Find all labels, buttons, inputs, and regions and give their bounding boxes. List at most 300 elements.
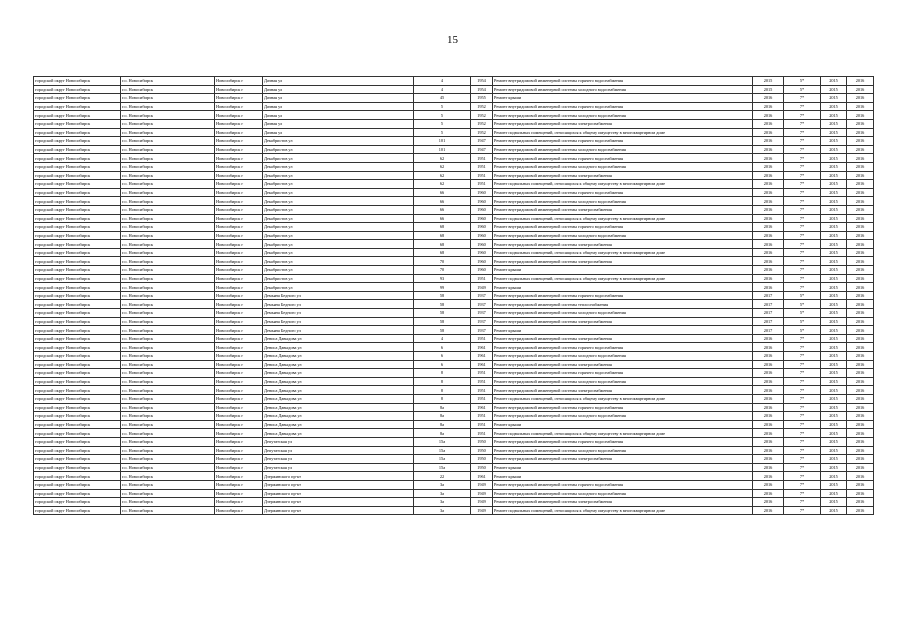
table-row [34, 154, 874, 163]
district-cell: городской округ Новосибирск [34, 137, 121, 146]
table-row [34, 291, 874, 300]
year-cell: 1961 [471, 343, 493, 352]
district-cell: городской округ Новосибирск [34, 352, 121, 361]
table-row [34, 343, 874, 352]
district-cell: городской округ Новосибирск [34, 248, 121, 257]
house-cell: 8а [414, 429, 471, 438]
plan-code-cell: 7* [784, 343, 821, 352]
district-cell: городской округ Новосибирск [34, 498, 121, 507]
plan-code-cell: 7* [784, 145, 821, 154]
plan-code-cell: 5* [784, 85, 821, 94]
street-cell: Декабристов ул [263, 214, 414, 223]
period-end-cell: 2016 [847, 231, 874, 240]
table-row [34, 369, 874, 378]
plan-year-cell: 2017 [753, 300, 784, 309]
municipality-cell: г.о. Новосибирск [121, 197, 215, 206]
city-cell: Новосибирск г [215, 300, 263, 309]
work-type-cell: Ремонт внутридомовой инженерной системы горячего водоснабжения [493, 343, 753, 352]
street-cell: Депутатская ул [263, 437, 414, 446]
district-cell: городской округ Новосибирск [34, 188, 121, 197]
plan-year-cell: 2017 [753, 326, 784, 335]
work-type-cell: Ремонт внутридомовой инженерной системы электроснабжения [493, 498, 753, 507]
street-cell: Декабристов ул [263, 231, 414, 240]
period-start-cell: 2015 [821, 283, 847, 292]
table-row [34, 394, 874, 403]
street-cell: Декабристов ул [263, 240, 414, 249]
plan-year-cell: 2016 [753, 377, 784, 386]
plan-code-cell: 7* [784, 498, 821, 507]
table-row [34, 498, 874, 507]
plan-year-cell: 2016 [753, 128, 784, 137]
plan-year-cell: 2016 [753, 429, 784, 438]
work-type-cell: Ремонт внутридомовой инженерной системы холодного водоснабжения [493, 352, 753, 361]
plan-year-cell: 2016 [753, 506, 784, 515]
work-type-cell: Ремонт крыши [493, 463, 753, 472]
district-cell: городской округ Новосибирск [34, 119, 121, 128]
municipality-cell: г.о. Новосибирск [121, 309, 215, 318]
period-start-cell: 2015 [821, 463, 847, 472]
plan-code-cell: 7* [784, 394, 821, 403]
house-cell: 5 [414, 102, 471, 111]
work-type-cell: Ремонт внутридомовой инженерной системы электроснабжения [493, 317, 753, 326]
district-cell: городской округ Новосибирск [34, 343, 121, 352]
municipality-cell: г.о. Новосибирск [121, 85, 215, 94]
year-cell: 1961 [471, 360, 493, 369]
district-cell: городской округ Новосибирск [34, 85, 121, 94]
plan-code-cell: 7* [784, 197, 821, 206]
street-cell: Дениса Давыдова ул [263, 394, 414, 403]
municipality-cell: г.о. Новосибирск [121, 377, 215, 386]
municipality-cell: г.о. Новосибирск [121, 360, 215, 369]
period-end-cell: 2016 [847, 145, 874, 154]
plan-code-cell: 7* [784, 489, 821, 498]
street-cell: Дачная ул [263, 85, 414, 94]
house-cell: 62 [414, 154, 471, 163]
year-cell: 1960 [471, 205, 493, 214]
plan-year-cell: 2016 [753, 343, 784, 352]
period-end-cell: 2016 [847, 455, 874, 464]
work-type-cell: Ремонт внутридомовой инженерной системы холодного водоснабжения [493, 197, 753, 206]
street-cell: Дачная ул [263, 128, 414, 137]
house-cell: 15а [414, 463, 471, 472]
period-start-cell: 2015 [821, 223, 847, 232]
year-cell: 1949 [471, 498, 493, 507]
district-cell: городской округ Новосибирск [34, 403, 121, 412]
plan-year-cell: 2016 [753, 223, 784, 232]
period-start-cell: 2015 [821, 205, 847, 214]
year-cell: 1937 [471, 300, 493, 309]
year-cell: 1951 [471, 274, 493, 283]
city-cell: Новосибирск г [215, 248, 263, 257]
year-cell: 1961 [471, 403, 493, 412]
period-start-cell: 2015 [821, 291, 847, 300]
city-cell: Новосибирск г [215, 309, 263, 318]
plan-year-cell: 2016 [753, 274, 784, 283]
table-row [34, 403, 874, 412]
plan-code-cell: 5* [784, 77, 821, 86]
period-start-cell: 2015 [821, 352, 847, 361]
street-cell: Декабристов ул [263, 257, 414, 266]
municipality-cell: г.о. Новосибирск [121, 145, 215, 154]
work-type-cell: Ремонт крыши [493, 472, 753, 481]
table-row [34, 111, 874, 120]
plan-year-cell: 2016 [753, 334, 784, 343]
plan-year-cell: 2016 [753, 412, 784, 421]
period-start-cell: 2015 [821, 248, 847, 257]
district-cell: городской округ Новосибирск [34, 437, 121, 446]
plan-year-cell: 2016 [753, 489, 784, 498]
city-cell: Новосибирск г [215, 180, 263, 189]
plan-code-cell: 7* [784, 257, 821, 266]
street-cell: Дениса Давыдова ул [263, 334, 414, 343]
work-type-cell: Ремонт внутридомовой инженерной системы электроснабжения [493, 257, 753, 266]
district-cell: городской округ Новосибирск [34, 300, 121, 309]
work-type-cell: Ремонт внутридомовой инженерной системы холодного водоснабжения [493, 145, 753, 154]
house-cell: 6 [414, 360, 471, 369]
plan-code-cell: 7* [784, 154, 821, 163]
period-start-cell: 2015 [821, 145, 847, 154]
table-row [34, 188, 874, 197]
city-cell: Новосибирск г [215, 274, 263, 283]
year-cell: 1951 [471, 429, 493, 438]
year-cell: 1947 [471, 145, 493, 154]
period-end-cell: 2016 [847, 291, 874, 300]
street-cell: Дениса Давыдова ул [263, 429, 414, 438]
street-cell: Дзержинского пр-кт [263, 506, 414, 515]
house-cell: 8 [414, 369, 471, 378]
municipality-cell: г.о. Новосибирск [121, 137, 215, 146]
district-cell: городской округ Новосибирск [34, 111, 121, 120]
house-cell: 58 [414, 326, 471, 335]
period-end-cell: 2016 [847, 480, 874, 489]
city-cell: Новосибирск г [215, 506, 263, 515]
street-cell: Демьяна Бедного ул [263, 326, 414, 335]
municipality-cell: г.о. Новосибирск [121, 386, 215, 395]
year-cell: 1951 [471, 154, 493, 163]
period-start-cell: 2015 [821, 455, 847, 464]
page-number: 15 [447, 34, 458, 46]
municipality-cell: г.о. Новосибирск [121, 403, 215, 412]
plan-code-cell: 7* [784, 214, 821, 223]
year-cell: 1960 [471, 248, 493, 257]
table-row [34, 480, 874, 489]
year-cell: 1947 [471, 137, 493, 146]
year-cell: 1950 [471, 455, 493, 464]
district-cell: городской округ Новосибирск [34, 162, 121, 171]
period-start-cell: 2015 [821, 386, 847, 395]
period-start-cell: 2015 [821, 274, 847, 283]
plan-year-cell: 2016 [753, 480, 784, 489]
city-cell: Новосибирск г [215, 472, 263, 481]
period-start-cell: 2015 [821, 128, 847, 137]
street-cell: Дачная ул [263, 111, 414, 120]
municipality-cell: г.о. Новосибирск [121, 437, 215, 446]
street-cell: Дениса Давыдова ул [263, 420, 414, 429]
period-start-cell: 2015 [821, 257, 847, 266]
period-end-cell: 2016 [847, 429, 874, 438]
period-start-cell: 2015 [821, 162, 847, 171]
municipality-cell: г.о. Новосибирск [121, 472, 215, 481]
plan-year-cell: 2016 [753, 197, 784, 206]
plan-year-cell: 2016 [753, 463, 784, 472]
city-cell: Новосибирск г [215, 171, 263, 180]
street-cell: Демьяна Бедного ул [263, 291, 414, 300]
work-type-cell: Ремонт внутридомовой инженерной системы электроснабжения [493, 119, 753, 128]
house-cell: 70 [414, 266, 471, 275]
plan-code-cell: 7* [784, 412, 821, 421]
district-cell: городской округ Новосибирск [34, 77, 121, 86]
city-cell: Новосибирск г [215, 326, 263, 335]
plan-year-cell: 2015 [753, 77, 784, 86]
district-cell: городской округ Новосибирск [34, 420, 121, 429]
street-cell: Депутатская ул [263, 446, 414, 455]
plan-year-cell: 2016 [753, 188, 784, 197]
plan-code-cell: 7* [784, 162, 821, 171]
plan-code-cell: 7* [784, 377, 821, 386]
plan-year-cell: 2016 [753, 111, 784, 120]
table-row [34, 223, 874, 232]
period-start-cell: 2015 [821, 214, 847, 223]
period-end-cell: 2016 [847, 369, 874, 378]
table-row [34, 77, 874, 86]
work-type-cell: Ремонт внутридомовой инженерной системы холодного водоснабжения [493, 162, 753, 171]
house-cell: 58 [414, 317, 471, 326]
house-cell: 3а [414, 506, 471, 515]
municipality-cell: г.о. Новосибирск [121, 429, 215, 438]
table-row [34, 231, 874, 240]
city-cell: Новосибирск г [215, 283, 263, 292]
municipality-cell: г.о. Новосибирск [121, 489, 215, 498]
city-cell: Новосибирск г [215, 412, 263, 421]
city-cell: Новосибирск г [215, 137, 263, 146]
period-start-cell: 2015 [821, 420, 847, 429]
municipality-cell: г.о. Новосибирск [121, 102, 215, 111]
city-cell: Новосибирск г [215, 214, 263, 223]
house-cell: 4 [414, 334, 471, 343]
city-cell: Новосибирск г [215, 489, 263, 498]
table-row [34, 248, 874, 257]
table-row [34, 214, 874, 223]
municipality-cell: г.о. Новосибирск [121, 231, 215, 240]
municipality-cell: г.о. Новосибирск [121, 77, 215, 86]
work-type-cell: Ремонт подвальных помещений, относящихся к общему имуществу в многоквартирном доме [493, 394, 753, 403]
period-start-cell: 2015 [821, 94, 847, 103]
period-end-cell: 2016 [847, 77, 874, 86]
year-cell: 1960 [471, 223, 493, 232]
work-type-cell: Ремонт внутридомовой инженерной системы горячего водоснабжения [493, 369, 753, 378]
district-cell: городской округ Новосибирск [34, 145, 121, 154]
district-cell: городской округ Новосибирск [34, 334, 121, 343]
period-end-cell: 2016 [847, 403, 874, 412]
house-cell: 6 [414, 343, 471, 352]
table-row [34, 412, 874, 421]
house-cell: 58 [414, 300, 471, 309]
municipality-cell: г.о. Новосибирск [121, 128, 215, 137]
municipality-cell: г.о. Новосибирск [121, 352, 215, 361]
plan-code-cell: 7* [784, 360, 821, 369]
year-cell: 1951 [471, 394, 493, 403]
municipality-cell: г.о. Новосибирск [121, 343, 215, 352]
period-end-cell: 2016 [847, 360, 874, 369]
work-type-cell: Ремонт внутридомовой инженерной системы электроснабжения [493, 360, 753, 369]
plan-year-cell: 2016 [753, 137, 784, 146]
year-cell: 1960 [471, 214, 493, 223]
period-end-cell: 2016 [847, 137, 874, 146]
table-row [34, 85, 874, 94]
year-cell: 1952 [471, 102, 493, 111]
plan-code-cell: 7* [784, 455, 821, 464]
period-end-cell: 2016 [847, 85, 874, 94]
city-cell: Новосибирск г [215, 266, 263, 275]
period-start-cell: 2015 [821, 343, 847, 352]
table-row [34, 94, 874, 103]
house-cell: 8а [414, 420, 471, 429]
year-cell: 1960 [471, 188, 493, 197]
municipality-cell: г.о. Новосибирск [121, 205, 215, 214]
period-end-cell: 2016 [847, 343, 874, 352]
street-cell: Декабристов ул [263, 137, 414, 146]
period-end-cell: 2016 [847, 352, 874, 361]
year-cell: 1951 [471, 420, 493, 429]
period-end-cell: 2016 [847, 506, 874, 515]
city-cell: Новосибирск г [215, 119, 263, 128]
period-end-cell: 2016 [847, 326, 874, 335]
house-cell: 66 [414, 205, 471, 214]
plan-code-cell: 5* [784, 326, 821, 335]
district-cell: городской округ Новосибирск [34, 283, 121, 292]
district-cell: городской округ Новосибирск [34, 197, 121, 206]
street-cell: Декабристов ул [263, 283, 414, 292]
plan-code-cell: 7* [784, 437, 821, 446]
city-cell: Новосибирск г [215, 343, 263, 352]
period-end-cell: 2016 [847, 205, 874, 214]
house-cell: 8а [414, 412, 471, 421]
year-cell: 1951 [471, 162, 493, 171]
house-cell: 15а [414, 446, 471, 455]
plan-year-cell: 2015 [753, 85, 784, 94]
plan-code-cell: 7* [784, 283, 821, 292]
plan-code-cell: 7* [784, 446, 821, 455]
plan-code-cell: 7* [784, 248, 821, 257]
street-cell: Декабристов ул [263, 145, 414, 154]
street-cell: Дачная ул [263, 94, 414, 103]
table-row [34, 309, 874, 318]
work-type-cell: Ремонт подвальных помещений, относящихся к общему имуществу в многоквартирном доме [493, 214, 753, 223]
table-row [34, 283, 874, 292]
period-end-cell: 2016 [847, 420, 874, 429]
table-row [34, 145, 874, 154]
period-start-cell: 2015 [821, 154, 847, 163]
period-end-cell: 2016 [847, 128, 874, 137]
period-end-cell: 2016 [847, 223, 874, 232]
work-type-cell: Ремонт крыши [493, 94, 753, 103]
street-cell: Декабристов ул [263, 266, 414, 275]
city-cell: Новосибирск г [215, 205, 263, 214]
municipality-cell: г.о. Новосибирск [121, 171, 215, 180]
house-cell: 8а [414, 403, 471, 412]
period-start-cell: 2015 [821, 498, 847, 507]
work-type-cell: Ремонт внутридомовой инженерной системы горячего водоснабжения [493, 77, 753, 86]
plan-year-cell: 2016 [753, 437, 784, 446]
plan-year-cell: 2016 [753, 145, 784, 154]
period-end-cell: 2016 [847, 394, 874, 403]
table-body [34, 77, 874, 515]
period-end-cell: 2016 [847, 489, 874, 498]
city-cell: Новосибирск г [215, 240, 263, 249]
year-cell: 1960 [471, 231, 493, 240]
city-cell: Новосибирск г [215, 334, 263, 343]
plan-year-cell: 2016 [753, 283, 784, 292]
plan-code-cell: 7* [784, 266, 821, 275]
work-type-cell: Ремонт подвальных помещений, относящихся к общему имуществу в многоквартирном доме [493, 180, 753, 189]
work-type-cell: Ремонт внутридомовой инженерной системы электроснабжения [493, 171, 753, 180]
municipality-cell: г.о. Новосибирск [121, 394, 215, 403]
district-cell: городской округ Новосибирск [34, 274, 121, 283]
table-row [34, 446, 874, 455]
municipality-cell: г.о. Новосибирск [121, 248, 215, 257]
district-cell: городской округ Новосибирск [34, 214, 121, 223]
work-type-cell: Ремонт внутридомовой инженерной системы холодного водоснабжения [493, 446, 753, 455]
period-start-cell: 2015 [821, 266, 847, 275]
plan-code-cell: 7* [784, 386, 821, 395]
city-cell: Новосибирск г [215, 317, 263, 326]
work-type-cell: Ремонт внутридомовой инженерной системы горячего водоснабжения [493, 137, 753, 146]
plan-code-cell: 7* [784, 429, 821, 438]
district-cell: городской округ Новосибирск [34, 257, 121, 266]
table-row [34, 197, 874, 206]
district-cell: городской округ Новосибирск [34, 180, 121, 189]
period-end-cell: 2016 [847, 283, 874, 292]
period-start-cell: 2015 [821, 231, 847, 240]
year-cell: 1951 [471, 334, 493, 343]
work-type-cell: Ремонт внутридомовой инженерной системы горячего водоснабжения [493, 102, 753, 111]
plan-year-cell: 2016 [753, 180, 784, 189]
plan-year-cell: 2016 [753, 446, 784, 455]
period-end-cell: 2016 [847, 154, 874, 163]
period-end-cell: 2016 [847, 446, 874, 455]
work-type-cell: Ремонт внутридомовой инженерной системы холодного водоснабжения [493, 85, 753, 94]
period-start-cell: 2015 [821, 480, 847, 489]
work-type-cell: Ремонт внутридомовой инженерной системы горячего водоснабжения [493, 403, 753, 412]
district-cell: городской округ Новосибирск [34, 309, 121, 318]
year-cell: 1951 [471, 180, 493, 189]
period-end-cell: 2016 [847, 317, 874, 326]
work-type-cell: Ремонт крыши [493, 283, 753, 292]
municipality-cell: г.о. Новосибирск [121, 291, 215, 300]
plan-code-cell: 7* [784, 506, 821, 515]
year-cell: 1954 [471, 77, 493, 86]
house-cell: 68 [414, 231, 471, 240]
period-start-cell: 2015 [821, 472, 847, 481]
work-type-cell: Ремонт внутридомовой инженерной системы электроснабжения [493, 455, 753, 464]
city-cell: Новосибирск г [215, 128, 263, 137]
house-cell: 8 [414, 386, 471, 395]
plan-year-cell: 2016 [753, 403, 784, 412]
city-cell: Новосибирск г [215, 197, 263, 206]
period-end-cell: 2016 [847, 111, 874, 120]
plan-year-cell: 2017 [753, 309, 784, 318]
year-cell: 1951 [471, 377, 493, 386]
plan-code-cell: 7* [784, 480, 821, 489]
city-cell: Новосибирск г [215, 102, 263, 111]
street-cell: Депутатская ул [263, 463, 414, 472]
district-cell: городской округ Новосибирск [34, 240, 121, 249]
municipality-cell: г.о. Новосибирск [121, 326, 215, 335]
plan-year-cell: 2016 [753, 360, 784, 369]
street-cell: Декабристов ул [263, 197, 414, 206]
street-cell: Дениса Давыдова ул [263, 369, 414, 378]
district-cell: городской округ Новосибирск [34, 506, 121, 515]
